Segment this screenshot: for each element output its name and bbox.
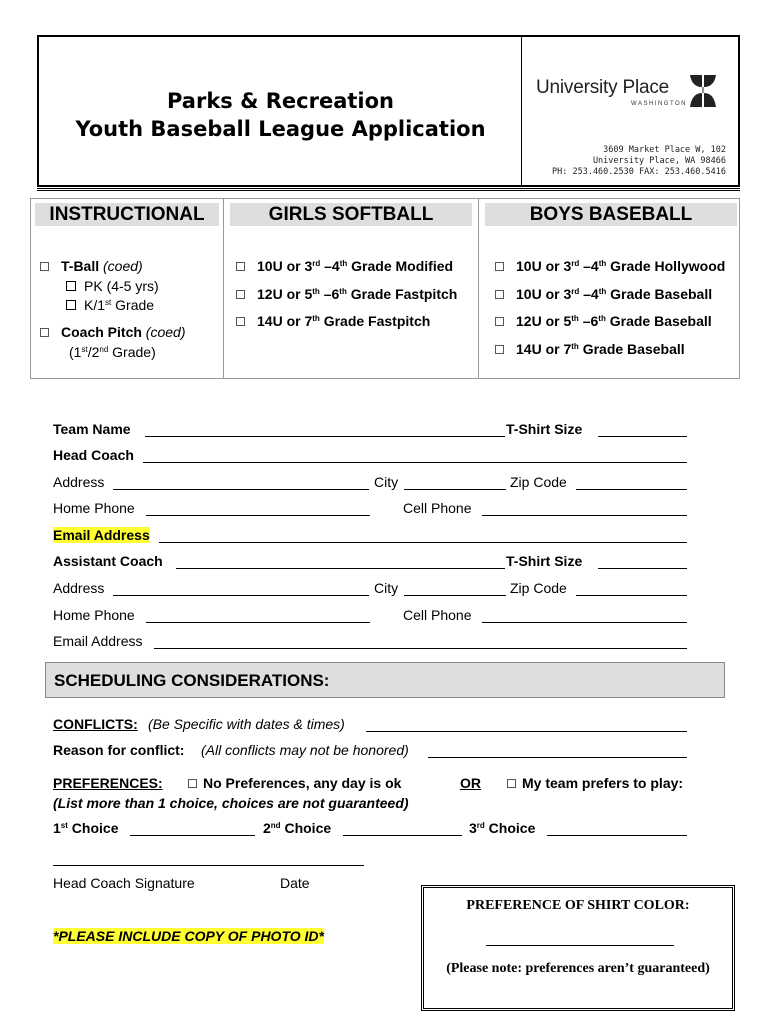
head-coach-phone-row: [53, 500, 687, 520]
head-coach-email-row: [53, 527, 687, 547]
head-coach-label: Head Coach: [53, 447, 134, 463]
assistant-zip-field[interactable]: [576, 595, 687, 596]
signature-line[interactable]: [53, 865, 364, 866]
shirt-color-title: PREFERENCE OF SHIRT COLOR:: [466, 898, 690, 913]
cell-phone-field[interactable]: [482, 515, 687, 516]
assistant-phone-row: [53, 607, 687, 627]
assistant-email-row: [53, 633, 687, 653]
assistant-city-field[interactable]: [404, 595, 506, 596]
reason-field[interactable]: [428, 757, 687, 758]
assistant-coach-row: [53, 553, 687, 573]
assistant-coach-field[interactable]: [176, 568, 505, 569]
softball-14u-option[interactable]: 14U or 7th Grade Fastpitch: [236, 313, 430, 329]
assistant-home-phone-field[interactable]: [146, 622, 370, 623]
email-label: Email Address: [53, 527, 150, 543]
title-line-2: Youth Baseball League Application: [75, 117, 486, 141]
reason-row: [53, 742, 687, 762]
baseball-12u-option[interactable]: 12U or 5th –6th Grade Baseball: [495, 313, 712, 329]
division-table: [30, 198, 740, 379]
k1-checkbox[interactable]: [66, 300, 76, 310]
scheduling-header: [45, 662, 725, 698]
assistant-address-field[interactable]: [113, 595, 369, 596]
assistant-cell-phone-label: Cell Phone: [403, 607, 472, 623]
pk-option[interactable]: PK (4-5 yrs): [66, 278, 159, 294]
or-label: OR: [460, 775, 481, 791]
softball-12u-checkbox[interactable]: [236, 290, 245, 299]
baseball-column: [479, 199, 739, 378]
address-line-2: University Place, WA 98466: [592, 156, 726, 166]
assistant-zip-label: Zip Code: [510, 580, 567, 596]
reason-label: Reason for conflict:: [53, 742, 185, 758]
list-note: (List more than 1 choice, choices are not guaranteed): [53, 795, 409, 811]
first-choice-field[interactable]: [130, 835, 255, 836]
home-phone-field[interactable]: [146, 515, 370, 516]
leaf-logo-icon: [688, 73, 718, 109]
title-line-1: Parks & Recreation: [166, 89, 394, 113]
reason-note: (All conflicts may not be honored): [201, 742, 409, 758]
team-name-field[interactable]: [145, 436, 505, 437]
tball-checkbox[interactable]: [40, 262, 49, 271]
softball-10u-checkbox[interactable]: [236, 262, 245, 271]
email-field[interactable]: [159, 542, 687, 543]
assistant-email-field[interactable]: [154, 648, 687, 649]
header-box: [37, 35, 740, 187]
no-preference-option[interactable]: No Preferences, any day is ok: [188, 775, 401, 791]
baseball-14u-option[interactable]: 14U or 7th Grade Baseball: [495, 341, 685, 357]
assistant-tshirt-label: T-Shirt Size: [506, 553, 583, 569]
header-rule: [37, 188, 740, 191]
softball-14u-checkbox[interactable]: [236, 317, 245, 326]
first-choice-label: 1st Choice: [53, 820, 119, 836]
coach-pitch-checkbox[interactable]: [40, 328, 49, 337]
address-field[interactable]: [113, 489, 369, 490]
home-phone-label: Home Phone: [53, 500, 135, 516]
signature-label: Head Coach Signature: [53, 875, 195, 891]
zip-field[interactable]: [576, 489, 687, 490]
conflicts-field[interactable]: [366, 731, 687, 732]
page-title: [39, 87, 522, 143]
scheduling-heading: SCHEDULING CONSIDERATIONS:: [54, 671, 330, 690]
conflicts-label: CONFLICTS:: [53, 716, 138, 732]
k1-option[interactable]: K/1st Grade: [66, 297, 154, 313]
baseball-10u-hollywood-checkbox[interactable]: [495, 262, 504, 271]
tball-option[interactable]: T-Ball (coed): [40, 258, 143, 274]
third-choice-field[interactable]: [547, 835, 687, 836]
shirt-color-note: (Please note: preferences aren’t guaranteed): [446, 961, 710, 976]
city-field[interactable]: [404, 489, 506, 490]
shirt-color-box: [421, 885, 735, 1011]
university-place-logo: [536, 71, 736, 121]
baseball-12u-checkbox[interactable]: [495, 317, 504, 326]
softball-heading: GIRLS SOFTBALL: [230, 203, 472, 226]
assistant-cell-phone-field[interactable]: [482, 622, 687, 623]
phone-fax-line: PH: 253.460.2530 FAX: 253.460.5416: [552, 167, 726, 177]
softball-12u-option[interactable]: 12U or 5th –6th Grade Fastpitch: [236, 286, 457, 302]
second-choice-field[interactable]: [343, 835, 462, 836]
contact-address: [552, 145, 726, 178]
baseball-10u-checkbox[interactable]: [495, 290, 504, 299]
photo-id-notice: *PLEASE INCLUDE COPY OF PHOTO ID*: [53, 928, 324, 944]
zip-label: Zip Code: [510, 474, 567, 490]
preferences-row: [53, 775, 713, 795]
tshirt-size-field[interactable]: [598, 436, 687, 437]
second-choice-label: 2nd Choice: [263, 820, 332, 836]
team-prefers-checkbox[interactable]: [507, 779, 516, 788]
softball-column: [224, 199, 479, 378]
title-panel: [39, 37, 522, 185]
pk-checkbox[interactable]: [66, 281, 76, 291]
instructional-column: [31, 199, 224, 378]
cell-phone-label: Cell Phone: [403, 500, 472, 516]
head-coach-address-row: [53, 474, 687, 494]
coach-pitch-option[interactable]: Coach Pitch (coed): [40, 324, 185, 340]
conflicts-row: [53, 716, 687, 736]
logo-name: University Place: [536, 77, 670, 98]
assistant-home-phone-label: Home Phone: [53, 607, 135, 623]
assistant-tshirt-field[interactable]: [598, 568, 687, 569]
assistant-address-label: Address: [53, 580, 105, 596]
assistant-address-row: [53, 580, 687, 600]
assistant-coach-label: Assistant Coach: [53, 553, 163, 569]
date-label: Date: [280, 875, 310, 891]
assistant-city-label: City: [374, 580, 399, 596]
team-name-label: Team Name: [53, 421, 131, 437]
baseball-14u-checkbox[interactable]: [495, 345, 504, 354]
assistant-email-label: Email Address: [53, 633, 143, 649]
choices-row: [53, 820, 687, 840]
city-label: City: [374, 474, 399, 490]
address-label: Address: [53, 474, 105, 490]
head-coach-row: [53, 447, 687, 467]
coach-pitch-grade: (1st/2nd Grade): [69, 344, 156, 360]
baseball-10u-hollywood-option[interactable]: 10U or 3rd –4th Grade Hollywood: [495, 258, 725, 274]
third-choice-label: 3rd Choice: [469, 820, 536, 836]
instructional-heading: INSTRUCTIONAL: [35, 203, 219, 226]
baseball-10u-option[interactable]: 10U or 3rd –4th Grade Baseball: [495, 286, 712, 302]
no-preference-checkbox[interactable]: [188, 779, 197, 788]
list-note-row: [53, 795, 687, 815]
shirt-color-field[interactable]: [486, 945, 674, 946]
conflicts-note: (Be Specific with dates & times): [148, 716, 345, 732]
team-name-row: [53, 421, 687, 441]
team-prefers-option[interactable]: My team prefers to play:: [507, 775, 683, 791]
head-coach-field[interactable]: [143, 462, 687, 463]
softball-10u-option[interactable]: 10U or 3rd –4th Grade Modified: [236, 258, 453, 274]
address-line-1: 3609 Market Place W, 102: [603, 145, 726, 155]
logo-sub: WASHINGTON: [631, 101, 688, 107]
baseball-heading: BOYS BASEBALL: [485, 203, 737, 226]
preferences-label: PREFERENCES:: [53, 775, 163, 791]
tshirt-size-label: T-Shirt Size: [506, 421, 583, 437]
